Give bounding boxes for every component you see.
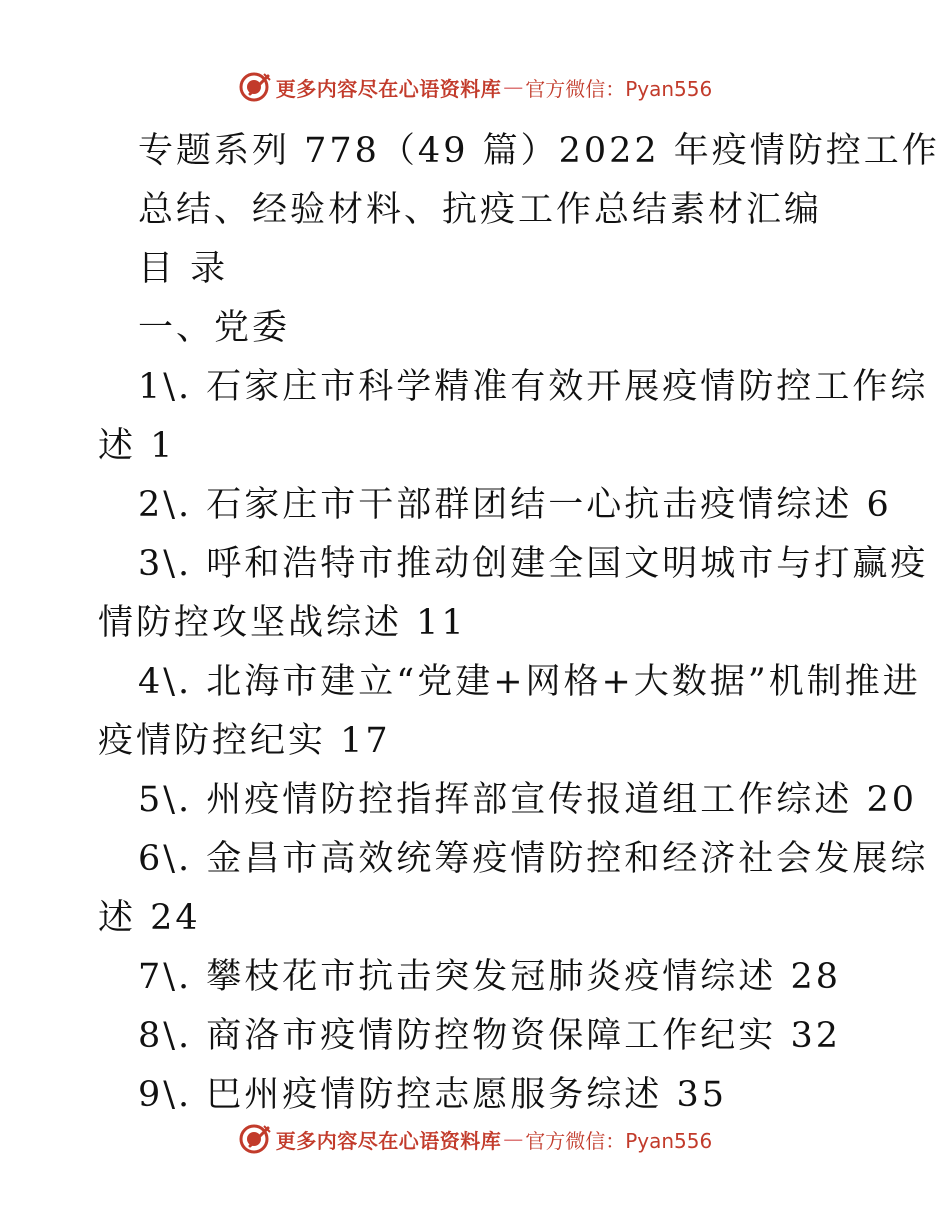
document-body [98, 122, 940, 1125]
toc-entry-line-1: 6\. 金昌市高效统筹疫情防控和经济社会发展综 [138, 839, 929, 879]
toc-entry [98, 830, 929, 948]
toc-entry-line-2: 述 24 [98, 898, 201, 938]
watermark-separator: — [503, 1127, 524, 1151]
watermark-contact-text: 官方微信：Pyan556 [525, 76, 713, 101]
toc-entry-line-1: 2\. 石家庄市干部群团结一心抗击疫情综述 6 [138, 485, 892, 525]
watermark-main-text: 更多内容尽在心语资料库 [275, 76, 502, 101]
toc-entry-line-1: 8\. 商洛市疫情防控物资保障工作纪实 32 [138, 1016, 841, 1056]
toc-entry [98, 1066, 858, 1125]
toc-entry [98, 653, 921, 771]
watermark-main-text: 更多内容尽在心语资料库 [275, 1128, 502, 1153]
toc-entry-line-2: 情防控攻坚战综述 11 [98, 603, 467, 643]
toc-entry [98, 771, 917, 830]
toc-entry [98, 1007, 858, 1066]
header-watermark [0, 70, 950, 104]
doc-title-line-1: 专题系列 778（49 篇）2022 年疫情防控工作 [138, 131, 940, 171]
toc-entry-line-1: 9\. 巴州疫情防控志愿服务综述 35 [138, 1075, 727, 1115]
watermark-separator: — [503, 75, 524, 99]
toc-entry-line-1: 7\. 攀枝花市抗击突发冠肺炎疫情综述 28 [138, 957, 841, 997]
pen-logo-icon [238, 70, 272, 104]
toc-entry-line-1: 3\. 呼和浩特市推动创建全国文明城市与打赢疫 [138, 544, 929, 584]
toc-entry [98, 948, 858, 1007]
pen-logo-icon [238, 1122, 272, 1156]
section-heading: 一、党委 [138, 308, 291, 348]
toc-entry-line-1: 1\. 石家庄市科学精准有效开展疫情防控工作综 [138, 367, 929, 407]
toc-entry [98, 476, 892, 535]
toc-entry-line-1: 4\. 北海市建立“党建+网格+大数据”机制推进 [138, 662, 921, 702]
toc-heading: 目 录 [138, 249, 229, 289]
toc-entry-line-2: 述 1 [98, 426, 176, 466]
toc-entry [98, 535, 929, 653]
toc-entry [98, 358, 929, 476]
watermark-contact-text: 官方微信：Pyan556 [525, 1128, 713, 1153]
toc-entry-line-1: 5\. 州疫情防控指挥部宣传报道组工作综述 20 [138, 780, 917, 820]
doc-title-line-2: 总结、经验材料、抗疫工作总结素材汇编 [138, 190, 823, 230]
footer-watermark [0, 1122, 950, 1156]
toc-entry-line-2: 疫情防控纪实 17 [98, 721, 391, 761]
